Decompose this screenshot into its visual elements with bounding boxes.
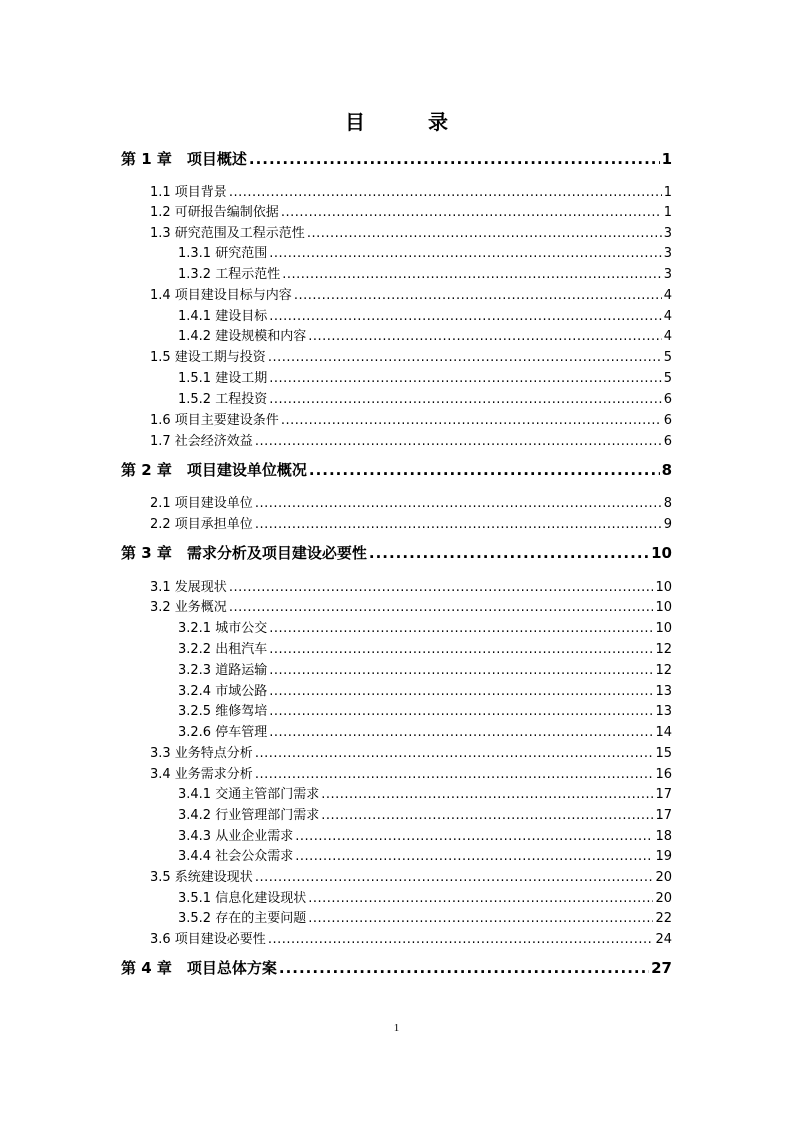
toc-section-entry[interactable] [150, 181, 672, 200]
toc-leader-dots [308, 891, 653, 906]
toc-entry-label: 1.5.1 建设工期 [178, 371, 268, 386]
toc-entry-page: 9 [663, 517, 672, 532]
toc-entry-label: 1.5.2 工程投资 [178, 392, 268, 407]
toc-leader-dots [269, 642, 653, 657]
toc-section-entry[interactable] [178, 804, 672, 823]
toc-entry-label: 3.4.3 从业企业需求 [178, 829, 294, 844]
toc-leader-dots [321, 808, 653, 823]
toc-entry-label: 3.2.4 市域公路 [178, 684, 268, 699]
toc-entry-label: 1.7 社会经济效益 [150, 434, 253, 449]
toc-entry-page: 10 [655, 600, 672, 615]
toc-leader-dots [369, 544, 649, 562]
toc-entry-page: 14 [655, 725, 672, 740]
toc-entry-page: 5 [663, 371, 672, 386]
toc-entry-label: 3.2 业务概况 [150, 600, 227, 615]
toc-entry-label: 3.4.2 行业管理部门需求 [178, 808, 320, 823]
toc-section-entry[interactable] [178, 305, 672, 324]
toc-section-entry[interactable] [150, 596, 672, 615]
toc-entry-page: 8 [661, 461, 672, 479]
toc-section-entry[interactable] [178, 617, 672, 636]
toc-entry-page: 6 [663, 434, 672, 449]
toc-entry-label: 2.1 项目建设单位 [150, 496, 253, 511]
toc-entry-page: 15 [655, 746, 672, 761]
toc-leader-dots [229, 185, 662, 200]
toc-leader-dots [269, 725, 653, 740]
toc-leader-dots [269, 663, 653, 678]
toc-leader-dots [255, 496, 662, 511]
toc-section-entry[interactable] [150, 492, 672, 511]
toc-entry-label: 1.4 项目建设目标与内容 [150, 288, 292, 303]
toc-section-entry[interactable] [150, 866, 672, 885]
toc-leader-dots [295, 829, 653, 844]
toc-entry-page: 3 [663, 246, 672, 261]
toc-entry-page: 3 [663, 226, 672, 241]
toc-section-entry[interactable] [178, 638, 672, 657]
toc-entry-page: 20 [655, 891, 672, 906]
toc-entry-label: 3.2.3 道路运输 [178, 663, 268, 678]
toc-entry-label: 第 3 章 需求分析及项目建设必要性 [121, 544, 367, 562]
toc-entry-page: 3 [663, 267, 672, 282]
page-number: 1 [393, 1022, 400, 1034]
toc-entry-page: 17 [655, 787, 672, 802]
toc-entry-page: 4 [663, 288, 672, 303]
toc-section-entry[interactable] [178, 659, 672, 678]
toc-leader-dots [268, 350, 662, 365]
toc-entry-label: 3.2.5 维修驾培 [178, 704, 268, 719]
toc-section-entry[interactable] [150, 346, 672, 365]
toc-leader-dots [269, 392, 662, 407]
toc-section-entry[interactable] [150, 513, 672, 532]
toc-entry-page: 27 [651, 959, 672, 977]
toc-leader-dots [255, 517, 662, 532]
toc-entry-page: 1 [661, 150, 672, 168]
toc-entry-page: 5 [663, 350, 672, 365]
toc-leader-dots [309, 461, 660, 479]
toc-entry-label: 第 4 章 项目总体方案 [121, 959, 277, 977]
toc-entry-label: 1.2 可研报告编制依据 [150, 205, 279, 220]
toc-section-entry[interactable] [150, 928, 672, 947]
toc-entry-label: 1.4.2 建设规模和内容 [178, 329, 307, 344]
toc-leader-dots [294, 288, 662, 303]
toc-entry-label: 3.5.2 存在的主要问题 [178, 911, 307, 926]
toc-leader-dots [255, 746, 654, 761]
toc-section-entry[interactable] [150, 430, 672, 449]
toc-leader-dots [308, 911, 653, 926]
toc-entry-label: 3.5 系统建设现状 [150, 870, 253, 885]
toc-section-entry[interactable] [150, 763, 672, 782]
toc-leader-dots [249, 150, 660, 168]
toc-entry-page: 10 [655, 621, 672, 636]
toc-section-entry[interactable] [178, 388, 672, 407]
toc-entry-page: 6 [663, 392, 672, 407]
toc-entry-page: 24 [655, 932, 672, 947]
toc-leader-dots [268, 932, 654, 947]
toc-section-entry[interactable] [178, 887, 672, 906]
toc-section-entry[interactable] [150, 201, 672, 220]
toc-section-entry[interactable] [150, 576, 672, 595]
toc-entry-label: 1.6 项目主要建设条件 [150, 413, 279, 428]
toc-section-entry[interactable] [178, 825, 672, 844]
toc-section-entry[interactable] [178, 845, 672, 864]
toc-entry-page: 4 [663, 309, 672, 324]
toc-section-entry[interactable] [178, 783, 672, 802]
toc-entry-label: 2.2 项目承担单位 [150, 517, 253, 532]
toc-entry-page: 22 [655, 911, 672, 926]
toc-entry-page: 16 [655, 767, 672, 782]
toc-leader-dots [269, 704, 653, 719]
toc-title: 目 录 [345, 110, 476, 134]
toc-leader-dots [269, 684, 653, 699]
toc-leader-dots [229, 600, 654, 615]
toc-entry-page: 1 [663, 185, 672, 200]
toc-entry-label: 3.4 业务需求分析 [150, 767, 253, 782]
toc-entry-label: 3.4.4 社会公众需求 [178, 849, 294, 864]
toc-entry-label: 1.3.2 工程示范性 [178, 267, 281, 282]
toc-leader-dots [269, 371, 662, 386]
toc-entry-label: 3.6 项目建设必要性 [150, 932, 266, 947]
toc-entry-page: 17 [655, 808, 672, 823]
toc-entry-label: 第 1 章 项目概述 [121, 150, 247, 168]
toc-entry-label: 3.5.1 信息化建设现状 [178, 891, 307, 906]
toc-leader-dots [255, 870, 654, 885]
toc-entry-page: 13 [655, 704, 672, 719]
toc-section-entry[interactable] [150, 222, 672, 241]
toc-entry-page: 10 [651, 544, 672, 562]
toc-leader-dots [307, 226, 662, 241]
toc-section-entry[interactable] [178, 907, 672, 926]
toc-section-entry[interactable] [178, 700, 672, 719]
toc-leader-dots [269, 621, 653, 636]
toc-entry-page: 10 [655, 580, 672, 595]
toc-entry-label: 3.4.1 交通主管部门需求 [178, 787, 320, 802]
toc-leader-dots [308, 329, 662, 344]
toc-entry-label: 1.3 研究范围及工程示范性 [150, 226, 305, 241]
toc-section-entry[interactable] [178, 263, 672, 282]
toc-leader-dots [269, 246, 662, 261]
toc-entry-label: 3.1 发展现状 [150, 580, 227, 595]
toc-leader-dots [281, 205, 662, 220]
toc-leader-dots [282, 267, 662, 282]
toc-section-entry[interactable] [150, 742, 672, 761]
toc-section-entry[interactable] [150, 284, 672, 303]
toc-entry-page: 12 [655, 663, 672, 678]
toc-entry-page: 4 [663, 329, 672, 344]
toc-leader-dots [295, 849, 653, 864]
toc-entry-page: 1 [663, 205, 672, 220]
toc-section-entry[interactable] [178, 367, 672, 386]
toc-chapter-entry[interactable] [121, 459, 672, 480]
toc-entry-label: 1.4.1 建设目标 [178, 309, 268, 324]
toc-leader-dots [229, 580, 654, 595]
toc-chapter-entry[interactable] [121, 957, 672, 978]
toc-leader-dots [255, 434, 662, 449]
toc-entry-label: 3.3 业务特点分析 [150, 746, 253, 761]
toc-entry-label: 3.2.1 城市公交 [178, 621, 268, 636]
toc-section-entry[interactable] [178, 721, 672, 740]
toc-section-entry[interactable] [150, 409, 672, 428]
toc-entry-label: 1.5 建设工期与投资 [150, 350, 266, 365]
toc-entry-page: 12 [655, 642, 672, 657]
toc-entry-page: 19 [655, 849, 672, 864]
toc-entry-page: 6 [663, 413, 672, 428]
toc-leader-dots [281, 413, 662, 428]
toc-entry-page: 8 [663, 496, 672, 511]
toc-entry-label: 1.1 项目背景 [150, 185, 227, 200]
toc-leader-dots [269, 309, 662, 324]
toc-entry-label: 1.3.1 研究范围 [178, 246, 268, 261]
toc-leader-dots [321, 787, 653, 802]
toc-entry-page: 13 [655, 684, 672, 699]
toc-leader-dots [279, 959, 649, 977]
toc-entry-label: 3.2.6 停车管理 [178, 725, 268, 740]
toc-entry-page: 18 [655, 829, 672, 844]
toc-chapter-entry[interactable] [121, 542, 672, 563]
toc-leader-dots [255, 767, 654, 782]
toc-section-entry[interactable] [178, 680, 672, 699]
toc-entry-label: 第 2 章 项目建设单位概况 [121, 461, 307, 479]
toc-entry-label: 3.2.2 出租汽车 [178, 642, 268, 657]
toc-entry-page: 20 [655, 870, 672, 885]
toc-chapter-entry[interactable] [121, 148, 672, 169]
toc-section-entry[interactable] [178, 242, 672, 261]
toc-section-entry[interactable] [178, 325, 672, 344]
